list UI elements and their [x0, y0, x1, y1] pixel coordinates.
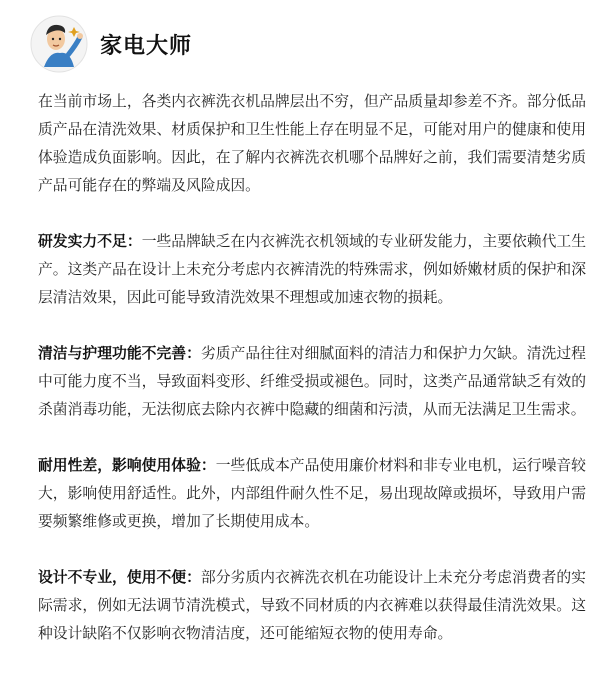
article-body	[38, 88, 586, 676]
section-paragraph	[38, 452, 586, 536]
section-body: 劣质产品往往对细腻面料的清洁力和保护力欠缺。清洗过程中可能力度不当，导致面料变形、纤维受损或褪色。同时，这类产品通常缺乏有效的杀菌消毒功能，无法彻底去除内衣裤中隐藏的细菌和污渍，从而无法满足卫生需求。	[38, 345, 586, 418]
section-paragraph	[38, 228, 586, 312]
intro-paragraph: 在当前市场上，各类内衣裤洗衣机品牌层出不穷，但产品质量却参差不齐。部分低品质产品在清洗效果、材质保护和卫生性能上存在明显不足，可能对用户的健康和使用体验造成负面影响。因此，在了解内衣裤洗衣机哪个品牌好之前，我们需要清楚劣质产品可能存在的弊端及风险成因。	[38, 93, 586, 194]
section-body: 部分劣质内衣裤洗衣机在功能设计上未充分考虑消费者的实际需求，例如无法调节清洗模式，导致不同材质的内衣裤难以获得最佳清洗效果。这种设计缺陷不仅影响衣物清洁度，还可能缩短衣物的使用寿命。	[38, 569, 586, 642]
section-body: 一些品牌缺乏在内衣裤洗衣机领域的专业研发能力，主要依赖代工生产。这类产品在设计上未充分考虑内衣裤清洗的特殊需求，例如娇嫩材质的保护和深层清洁效果，因此可能导致清洗效果不理想或加速衣物的损耗。	[38, 233, 586, 306]
section-heading: 耐用性差，影响使用体验：	[38, 457, 216, 474]
section-paragraph	[38, 564, 586, 648]
section-paragraph	[38, 340, 586, 424]
section-heading: 清洁与护理功能不完善：	[38, 345, 201, 362]
cartoon-man-avatar-icon[interactable]	[30, 15, 88, 73]
author-header	[30, 12, 192, 76]
section-body: 一些低成本产品使用廉价材料和非专业电机，运行噪音较大，影响使用舒适性。此外，内部组件耐久性不足，易出现故障或损坏，导致用户需要频繁维修或更换，增加了长期使用成本。	[38, 457, 586, 530]
section-heading: 研发实力不足：	[38, 233, 142, 250]
section-heading: 设计不专业，使用不便：	[38, 569, 201, 586]
author-name[interactable]: 家电大师	[100, 33, 193, 59]
